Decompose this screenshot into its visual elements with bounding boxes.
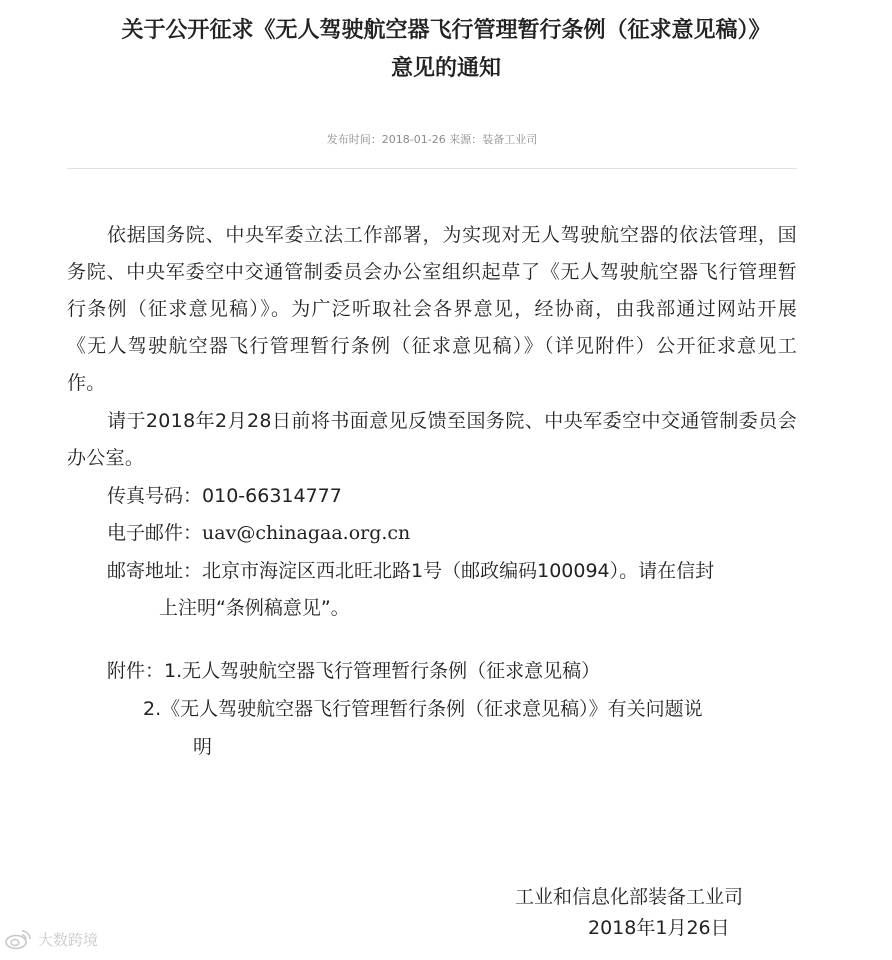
- address-line2: 上注明“条例稿意见”。: [159, 597, 350, 619]
- email-row: [107, 515, 410, 552]
- article-title: [40, 12, 852, 88]
- article-title-line2: 意见的通知: [390, 56, 501, 81]
- fax-row: [107, 478, 342, 515]
- address-row: [107, 553, 714, 590]
- weibo-logo-icon: [4, 928, 34, 950]
- attachment-label: 附件：: [107, 660, 165, 682]
- address-line1: 北京市海淀区西北旺北路1号（邮政编码100094）。请在信封: [202, 560, 715, 582]
- body-paragraph-2: 请于2018年2月28日前将书面意见反馈至国务院、中央军委空中交通管制委员会办公室。: [67, 410, 797, 469]
- fax-label: 传真号码：: [107, 485, 203, 507]
- signature-org: 工业和信息化部装备工业司: [515, 886, 744, 908]
- attachment-item-2-continued: 明: [193, 736, 213, 758]
- email-value: uav@chinagaa.org.cn: [202, 522, 411, 544]
- attachment-item-1[interactable]: 1.无人驾驶航空器飞行管理暂行条例（征求意见稿）: [164, 660, 601, 682]
- attachment-item-2[interactable]: 2.《无人驾驶航空器飞行管理暂行条例（征求意见稿）》有关问题说: [143, 698, 703, 720]
- body-paragraph-1: 依据国务院、中央军委立法工作部署，为实现对无人驾驶航空器的依法管理，国务院、中央军委空中交通管制委员会办公室组织起草了《无人驾驶航空器飞行管理暂行条例（征求意见稿）》。为广泛听取社会各界意见，经协商，由我部通过网站开展《无人驾驶航空器飞行管理暂行条例（征求意见稿）》（详见附件）公开征求意见工作。: [67, 224, 797, 394]
- attachment-row-1: [107, 653, 600, 690]
- signature-date: 2018年1月26日: [588, 917, 730, 939]
- address-label: 邮寄地址：: [107, 560, 203, 582]
- article-title-line1: 关于公开征求《无人驾驶航空器飞行管理暂行条例（征求意见稿）》: [121, 18, 771, 43]
- watermark-text: 大数跨境: [38, 930, 99, 949]
- meta-divider: [67, 168, 797, 169]
- watermark: [4, 928, 98, 950]
- fax-value: 010-66314777: [202, 485, 342, 507]
- article-meta: 发布时间：2018-01-26 来源：装备工业司: [326, 133, 538, 146]
- email-label: 电子邮件：: [107, 522, 203, 544]
